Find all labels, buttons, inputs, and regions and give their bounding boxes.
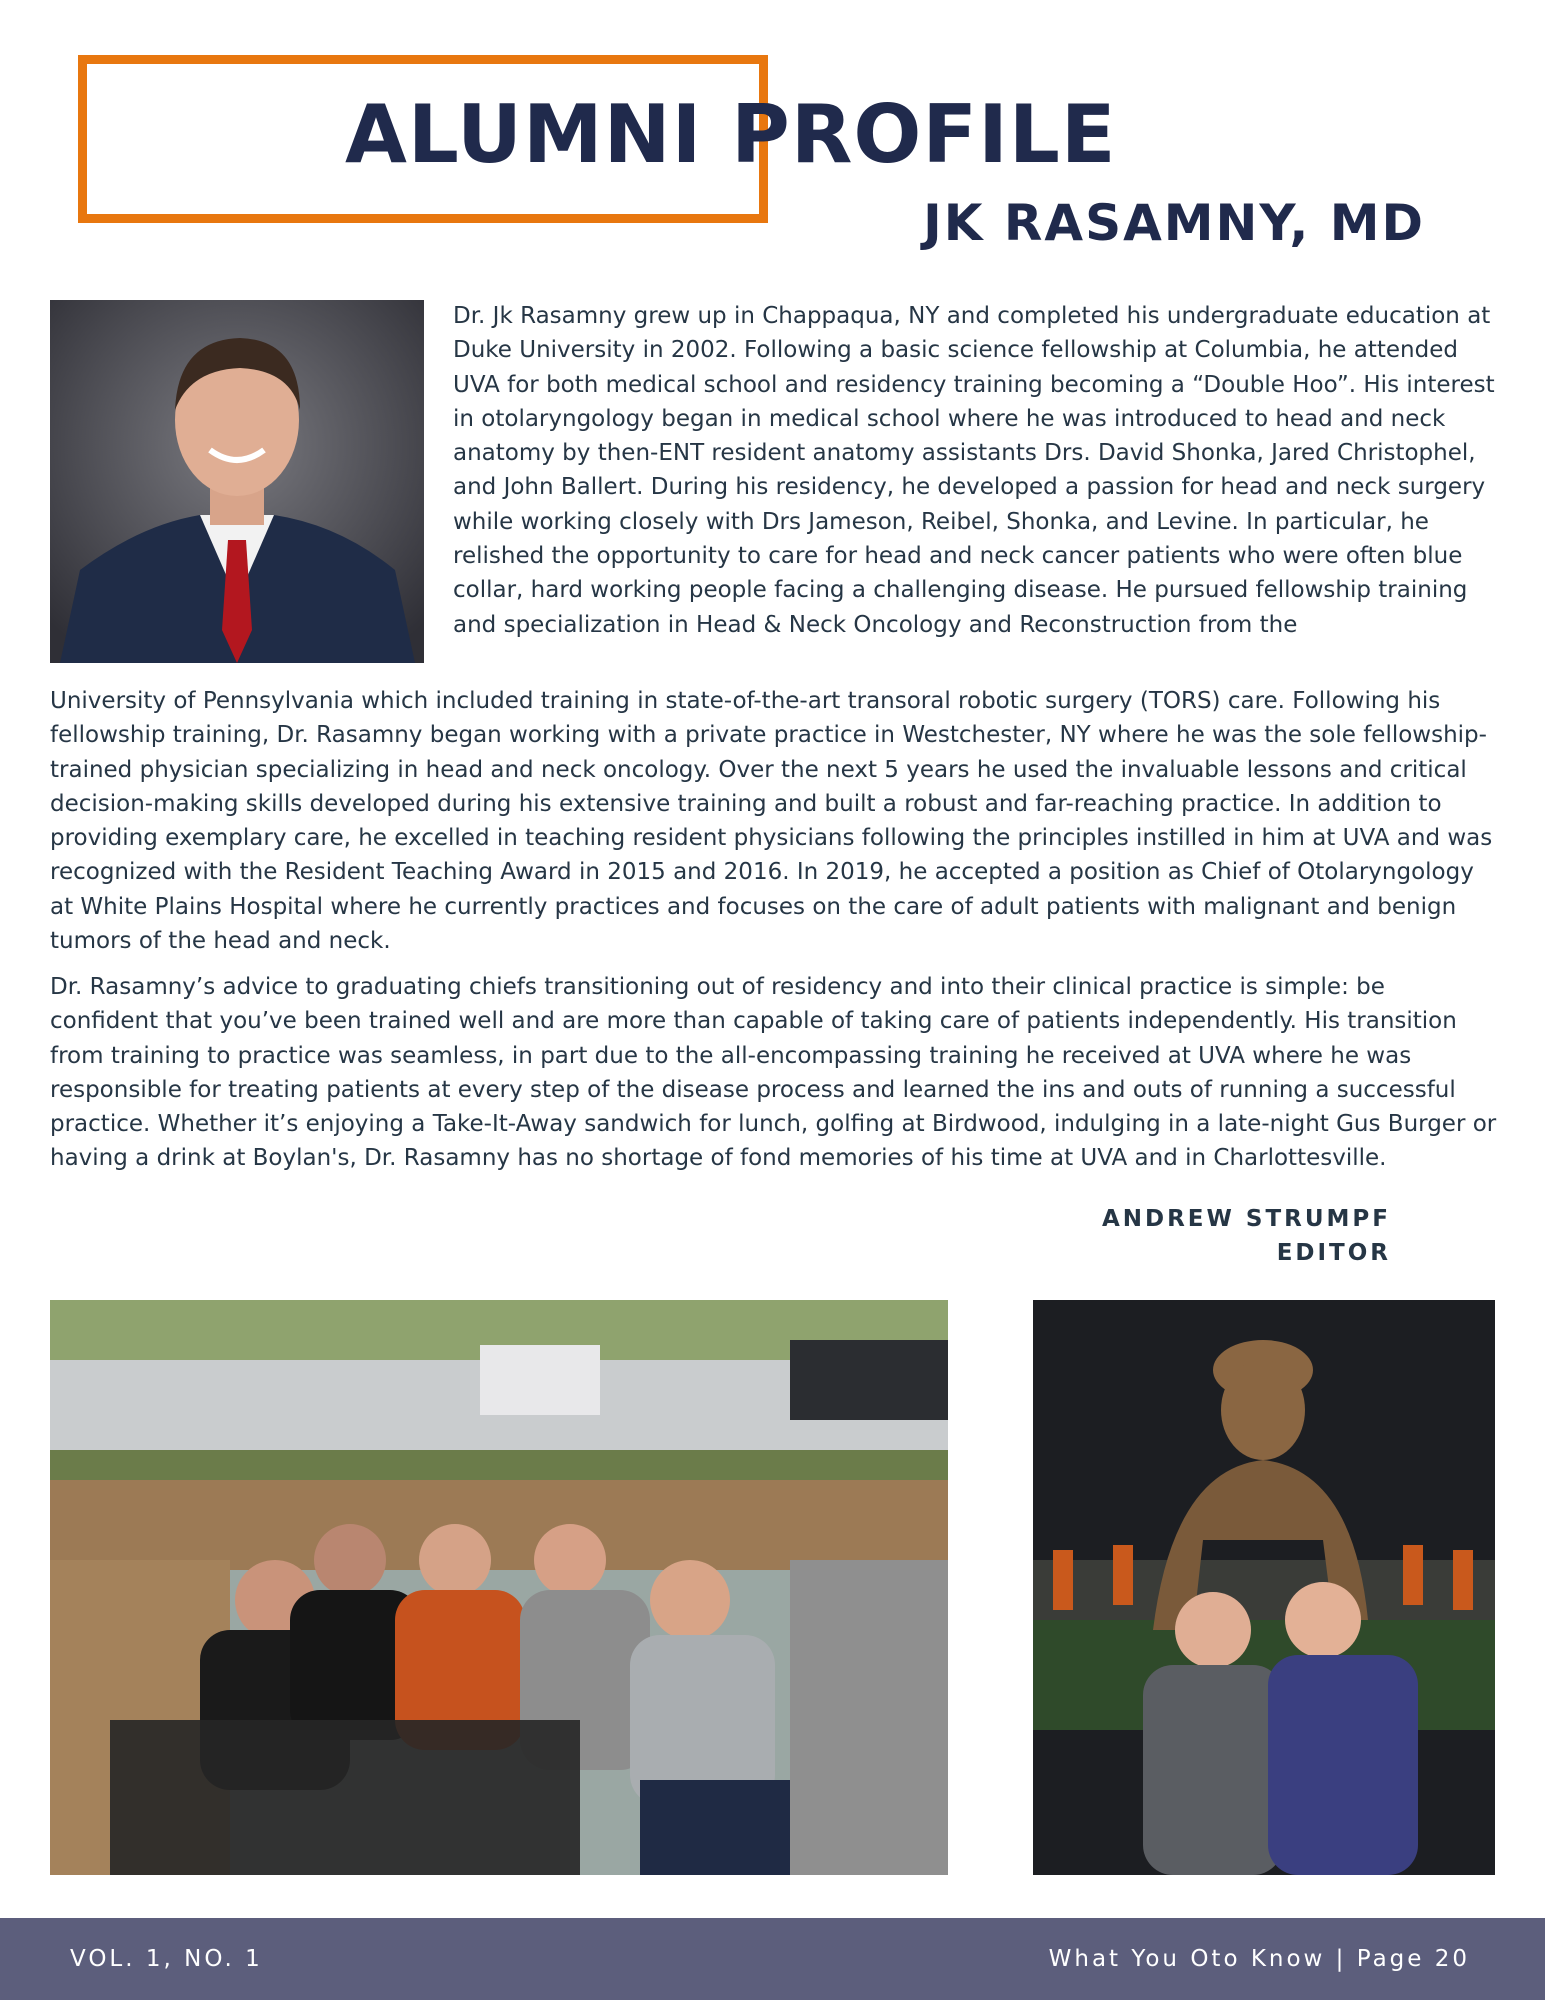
statue-photo [1033,1300,1495,1875]
article-paragraph-1-top: Dr. Jk Rasamny grew up in Chappaqua, NY and completed his undergraduate education at Duke University in 2002. Following a basic science fellowship at Columbia, he attended UVA for both medical school and residency training becoming a “Double Hoo”. His interest in otolaryngology began in medical school where he was introduced to head and neck anatomy by then-ENT resident anatomy assistants Drs. David Shonka, Jared Christophel, and John Ballert. During his residency, he developed a passion for head and neck surgery while working closely with Drs Jameson, Reibel, Shonka, and Levine. In particular, he relished the opportunity to care for head and neck cancer patients who were often blue collar, hard working people facing a challenging disease. He pursued fellowship training and specialization in Head & Neck Oncology and Reconstruction from the [453,303,1495,638]
group-photo [50,1300,948,1875]
portrait-photo [50,300,424,663]
profile-name: JK RASAMNY, MD [923,194,1425,252]
page-title: ALUMNI PROFILE [345,88,1117,181]
page-footer [0,1918,1545,2000]
author-signature [1102,1202,1391,1270]
footer-page-info: What You Oto Know | Page 20 [1048,1946,1470,1972]
author-role: EDITOR [1276,1240,1391,1266]
article-paragraph-2: Dr. Rasamny’s advice to graduating chiefs transitioning out of residency and into their clinical practice is simple: be confident that you’ve been trained well and are more than capable of taking care of patients independently. His transition from training to practice was seamless, in part due to the all-encompassing training he received at UVA where he was responsible for treating patients at every step of the disease process and learned the ins and outs of running a successful practice. Whether it’s enjoying a Take-It-Away sandwich for lunch, golfing at Birdwood, indulging in a late-night Gus Burger or having a drink at Boylan's, Dr. Rasamny has no shortage of fond memories of his time at UVA and in Charlottesville. [50,974,1497,1172]
footer-volume: VOL. 1, NO. 1 [70,1946,263,1972]
article-paragraph-1-bottom: University of Pennsylvania which included training in state-of-the-art transoral robotic surgery (TORS) care. Following his fellowship training, Dr. Rasamny began working with a private practice in Westchester, NY where he was the sole fellowship-trained physician specializing in head and neck oncology. Over the next 5 years he used the invaluable lessons and critical decision-making skills developed during his extensive training and built a robust and far-reaching practice. In addition to providing exemplary care, he excelled in teaching resident physicians following the principles instilled in him at UVA and was recognized with the Resident Teaching Award in 2015 and 2016. In 2019, he accepted a position as Chief of Otolaryngology at White Plains Hospital where he currently practices and focuses on the care of adult patients with malignant and benign tumors of the head and neck. [50,688,1493,955]
author-name: ANDREW STRUMPF [1101,1206,1391,1232]
